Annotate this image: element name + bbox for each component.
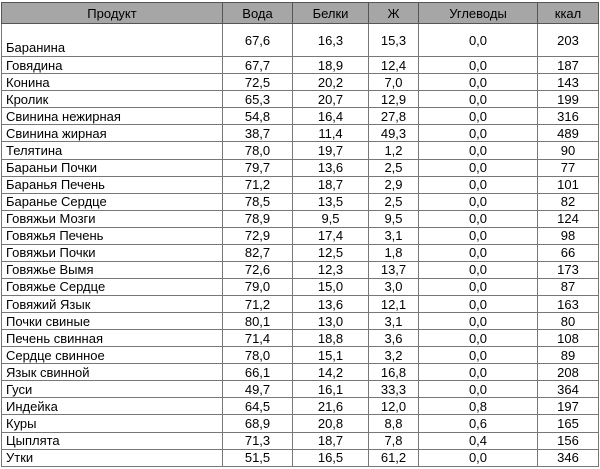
water-cell: 65,3	[223, 91, 293, 108]
kcal-cell: 173	[538, 261, 599, 278]
protein-cell: 16,5	[293, 449, 369, 466]
protein-cell: 18,9	[293, 57, 369, 74]
carbs-cell: 0,0	[419, 57, 538, 74]
water-cell: 67,6	[223, 24, 293, 57]
kcal-cell: 208	[538, 364, 599, 381]
table-row	[2, 364, 599, 381]
table-row	[2, 313, 599, 330]
table-row	[2, 398, 599, 415]
fat-cell: 2,9	[369, 176, 419, 193]
kcal-cell: 199	[538, 91, 599, 108]
header-product: Продукт	[2, 3, 223, 24]
carbs-cell: 0,6	[419, 415, 538, 432]
carbs-cell: 0,0	[419, 261, 538, 278]
product-cell: Говяжьи Мозги	[2, 210, 223, 227]
table-row	[2, 159, 599, 176]
kcal-cell: 66	[538, 244, 599, 261]
protein-cell: 16,3	[293, 24, 369, 57]
table-row	[2, 278, 599, 295]
nutrition-table	[1, 2, 599, 467]
water-cell: 78,0	[223, 347, 293, 364]
protein-cell: 14,2	[293, 364, 369, 381]
header-water: Вода	[223, 3, 293, 24]
fat-cell: 8,8	[369, 415, 419, 432]
carbs-cell: 0,0	[419, 91, 538, 108]
water-cell: 68,9	[223, 415, 293, 432]
water-cell: 78,9	[223, 210, 293, 227]
table-row	[2, 91, 599, 108]
fat-cell: 61,2	[369, 449, 419, 466]
carbs-cell: 0,0	[419, 227, 538, 244]
water-cell: 67,7	[223, 57, 293, 74]
water-cell: 64,5	[223, 398, 293, 415]
table-row	[2, 176, 599, 193]
kcal-cell: 89	[538, 347, 599, 364]
kcal-cell: 82	[538, 193, 599, 210]
fat-cell: 49,3	[369, 125, 419, 142]
water-cell: 71,3	[223, 432, 293, 449]
protein-cell: 20,8	[293, 415, 369, 432]
protein-cell: 20,7	[293, 91, 369, 108]
table-row	[2, 449, 599, 466]
header-carbs: Углеводы	[419, 3, 538, 24]
table-row	[2, 330, 599, 347]
kcal-cell: 87	[538, 278, 599, 295]
protein-cell: 12,3	[293, 261, 369, 278]
fat-cell: 15,3	[369, 24, 419, 57]
fat-cell: 3,0	[369, 278, 419, 295]
water-cell: 82,7	[223, 244, 293, 261]
kcal-cell: 165	[538, 415, 599, 432]
fat-cell: 3,1	[369, 313, 419, 330]
protein-cell: 18,7	[293, 432, 369, 449]
water-cell: 72,9	[223, 227, 293, 244]
table-row	[2, 347, 599, 364]
carbs-cell: 0,0	[419, 159, 538, 176]
fat-cell: 12,1	[369, 296, 419, 313]
product-cell: Говяжьи Почки	[2, 244, 223, 261]
product-cell: Баранина	[2, 24, 223, 57]
carbs-cell: 0,0	[419, 108, 538, 125]
product-cell: Куры	[2, 415, 223, 432]
fat-cell: 33,3	[369, 381, 419, 398]
product-cell: Баранье Сердце	[2, 193, 223, 210]
carbs-cell: 0,0	[419, 244, 538, 261]
water-cell: 51,5	[223, 449, 293, 466]
carbs-cell: 0,0	[419, 176, 538, 193]
table-row	[2, 227, 599, 244]
carbs-cell: 0,0	[419, 74, 538, 91]
carbs-cell: 0,0	[419, 142, 538, 159]
water-cell: 38,7	[223, 125, 293, 142]
water-cell: 54,8	[223, 108, 293, 125]
carbs-cell: 0,0	[419, 278, 538, 295]
kcal-cell: 108	[538, 330, 599, 347]
carbs-cell: 0,0	[419, 313, 538, 330]
kcal-cell: 364	[538, 381, 599, 398]
product-cell: Утки	[2, 449, 223, 466]
table-row	[2, 74, 599, 91]
kcal-cell: 203	[538, 24, 599, 57]
product-cell: Говяжье Вымя	[2, 261, 223, 278]
fat-cell: 1,8	[369, 244, 419, 261]
table-row	[2, 125, 599, 142]
water-cell: 79,7	[223, 159, 293, 176]
water-cell: 78,5	[223, 193, 293, 210]
carbs-cell: 0,8	[419, 398, 538, 415]
fat-cell: 12,0	[369, 398, 419, 415]
water-cell: 72,5	[223, 74, 293, 91]
product-cell: Конина	[2, 74, 223, 91]
protein-cell: 18,8	[293, 330, 369, 347]
carbs-cell: 0,0	[419, 364, 538, 381]
protein-cell: 13,5	[293, 193, 369, 210]
protein-cell: 17,4	[293, 227, 369, 244]
table-body	[2, 24, 599, 467]
protein-cell: 13,6	[293, 296, 369, 313]
protein-cell: 11,4	[293, 125, 369, 142]
protein-cell: 16,4	[293, 108, 369, 125]
water-cell: 80,1	[223, 313, 293, 330]
fat-cell: 7,8	[369, 432, 419, 449]
protein-cell: 21,6	[293, 398, 369, 415]
fat-cell: 2,5	[369, 159, 419, 176]
kcal-cell: 187	[538, 57, 599, 74]
product-cell: Печень свинная	[2, 330, 223, 347]
product-cell: Почки свиные	[2, 313, 223, 330]
carbs-cell: 0,0	[419, 347, 538, 364]
kcal-cell: 163	[538, 296, 599, 313]
table-row	[2, 193, 599, 210]
carbs-cell: 0,0	[419, 24, 538, 57]
kcal-cell: 80	[538, 313, 599, 330]
header-protein: Белки	[293, 3, 369, 24]
fat-cell: 9,5	[369, 210, 419, 227]
product-cell: Гуси	[2, 381, 223, 398]
table-row	[2, 24, 599, 57]
product-cell: Говяжье Сердце	[2, 278, 223, 295]
kcal-cell: 489	[538, 125, 599, 142]
protein-cell: 18,7	[293, 176, 369, 193]
protein-cell: 15,0	[293, 278, 369, 295]
table-row	[2, 296, 599, 313]
table-row	[2, 57, 599, 74]
protein-cell: 15,1	[293, 347, 369, 364]
product-cell: Говяжий Язык	[2, 296, 223, 313]
carbs-cell: 0,0	[419, 296, 538, 313]
carbs-cell: 0,0	[419, 330, 538, 347]
kcal-cell: 77	[538, 159, 599, 176]
fat-cell: 12,9	[369, 91, 419, 108]
kcal-cell: 316	[538, 108, 599, 125]
table-row	[2, 381, 599, 398]
water-cell: 72,6	[223, 261, 293, 278]
table-row	[2, 415, 599, 432]
product-cell: Цыплята	[2, 432, 223, 449]
water-cell: 49,7	[223, 381, 293, 398]
header-row	[2, 3, 599, 24]
fat-cell: 3,2	[369, 347, 419, 364]
water-cell: 71,2	[223, 176, 293, 193]
carbs-cell: 0,0	[419, 125, 538, 142]
kcal-cell: 101	[538, 176, 599, 193]
fat-cell: 27,8	[369, 108, 419, 125]
protein-cell: 12,5	[293, 244, 369, 261]
fat-cell: 12,4	[369, 57, 419, 74]
fat-cell: 16,8	[369, 364, 419, 381]
carbs-cell: 0,0	[419, 193, 538, 210]
fat-cell: 3,6	[369, 330, 419, 347]
water-cell: 71,4	[223, 330, 293, 347]
kcal-cell: 124	[538, 210, 599, 227]
water-cell: 78,0	[223, 142, 293, 159]
table-row	[2, 432, 599, 449]
protein-cell: 13,0	[293, 313, 369, 330]
product-cell: Говяжья Печень	[2, 227, 223, 244]
table-row	[2, 261, 599, 278]
protein-cell: 13,6	[293, 159, 369, 176]
fat-cell: 7,0	[369, 74, 419, 91]
product-cell: Говядина	[2, 57, 223, 74]
water-cell: 71,2	[223, 296, 293, 313]
product-cell: Баранья Печень	[2, 176, 223, 193]
product-cell: Индейка	[2, 398, 223, 415]
kcal-cell: 156	[538, 432, 599, 449]
protein-cell: 9,5	[293, 210, 369, 227]
header-fat: Ж	[369, 3, 419, 24]
product-cell: Сердце свинное	[2, 347, 223, 364]
protein-cell: 20,2	[293, 74, 369, 91]
product-cell: Свинина жирная	[2, 125, 223, 142]
kcal-cell: 98	[538, 227, 599, 244]
kcal-cell: 197	[538, 398, 599, 415]
carbs-cell: 0,0	[419, 381, 538, 398]
product-cell: Бараньи Почки	[2, 159, 223, 176]
table-row	[2, 108, 599, 125]
product-cell: Кролик	[2, 91, 223, 108]
fat-cell: 3,1	[369, 227, 419, 244]
kcal-cell: 90	[538, 142, 599, 159]
table-row	[2, 142, 599, 159]
water-cell: 66,1	[223, 364, 293, 381]
product-cell: Телятина	[2, 142, 223, 159]
carbs-cell: 0,0	[419, 210, 538, 227]
carbs-cell: 0,4	[419, 432, 538, 449]
water-cell: 79,0	[223, 278, 293, 295]
table-row	[2, 210, 599, 227]
fat-cell: 2,5	[369, 193, 419, 210]
product-cell: Свинина нежирная	[2, 108, 223, 125]
table-row	[2, 244, 599, 261]
product-cell: Язык свинной	[2, 364, 223, 381]
kcal-cell: 346	[538, 449, 599, 466]
kcal-cell: 143	[538, 74, 599, 91]
fat-cell: 1,2	[369, 142, 419, 159]
protein-cell: 19,7	[293, 142, 369, 159]
fat-cell: 13,7	[369, 261, 419, 278]
carbs-cell: 0,0	[419, 449, 538, 466]
header-kcal: ккал	[538, 3, 599, 24]
protein-cell: 16,1	[293, 381, 369, 398]
